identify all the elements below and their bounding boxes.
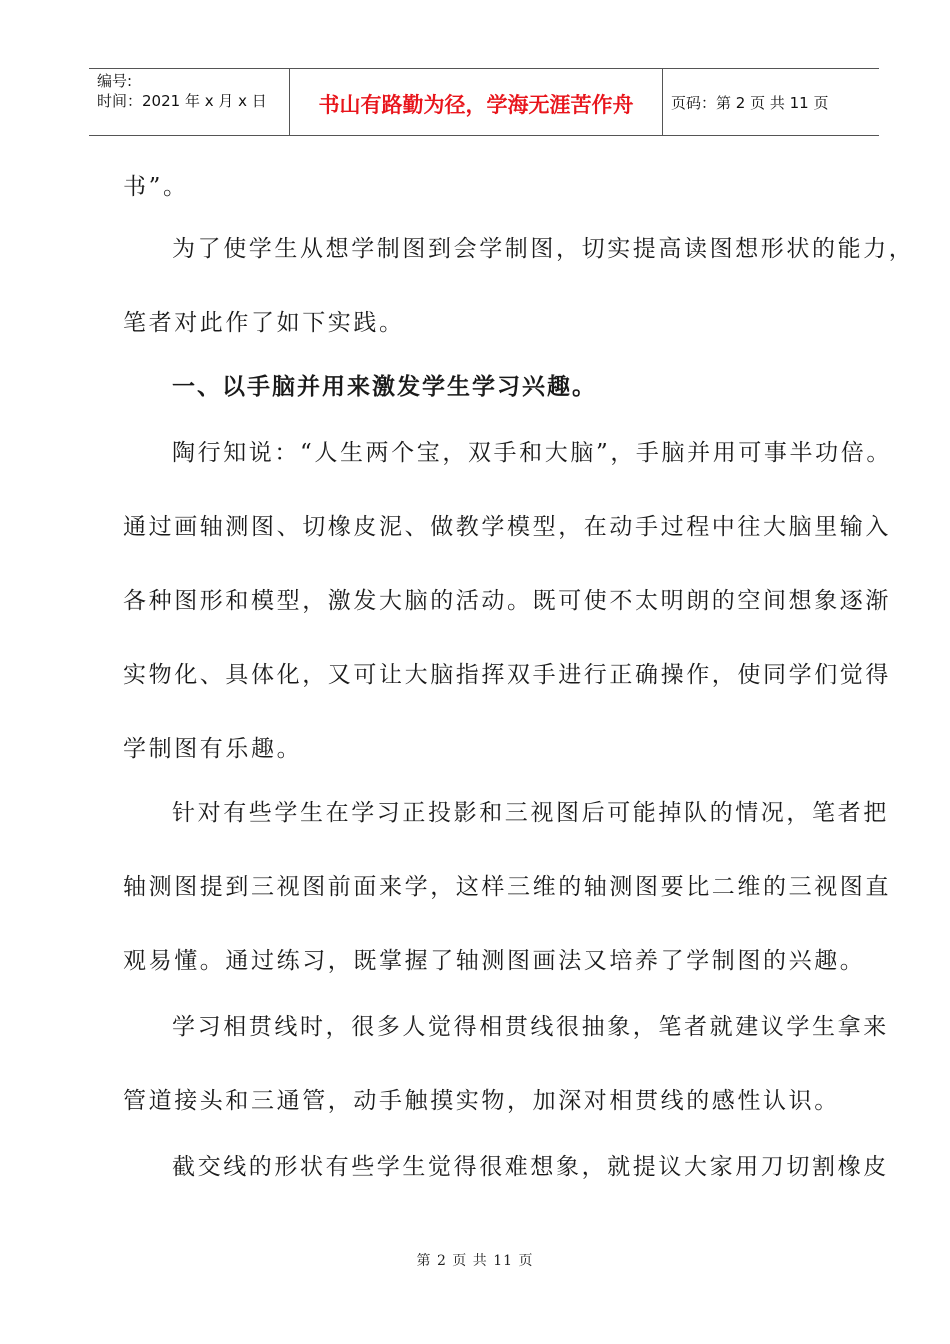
number-label: 编号: <box>97 72 133 90</box>
body-line: 各种图形和模型，激发大脑的活动。既可使不太明朗的空间想象逐渐 <box>123 588 891 614</box>
body-line: 学习相贯线时，很多人觉得相贯线很抽象，笔者就建议学生拿来 <box>172 1014 889 1040</box>
page-footer: 第 2 页 共 11 页 <box>416 1253 534 1269</box>
motto-text: 书山有路勤为径，学海无涯苦作舟 <box>318 93 634 117</box>
body-line: 管道接头和三通管，动手触摸实物，加深对相贯线的感性认识。 <box>123 1088 840 1114</box>
body-line: 实物化、具体化，又可让大脑指挥双手进行正确操作，使同学们觉得 <box>123 662 891 688</box>
body-line: 截交线的形状有些学生觉得很难想象，就提议大家用刀切割橡皮 <box>172 1154 889 1180</box>
body-line: 笔者对此作了如下实践。 <box>123 310 405 336</box>
header-page-cell <box>663 69 879 135</box>
body-line: 学制图有乐趣。 <box>123 736 303 762</box>
header-motto-cell <box>290 69 663 135</box>
document-header <box>89 68 879 136</box>
body-line: 针对有些学生在学习正投影和三视图后可能掉队的情况，笔者把 <box>172 800 889 826</box>
body-line: 陶行知说：“人生两个宝，双手和大脑”，手脑并用可事半功倍。 <box>172 440 892 466</box>
body-line: 书”。 <box>123 174 189 200</box>
header-info-cell <box>89 69 290 135</box>
body-line: 通过画轴测图、切橡皮泥、做教学模型，在动手过程中往大脑里输入 <box>123 514 891 540</box>
time-label: 时间：2021 年 x 月 x 日 <box>97 92 267 110</box>
section-heading: 一、以手脑并用来激发学生学习兴趣。 <box>172 374 597 400</box>
body-line: 为了使学生从想学制图到会学制图，切实提高读图想形状的能力， <box>172 236 915 262</box>
body-line: 轴测图提到三视图前面来学，这样三维的轴测图要比二维的三视图直 <box>123 874 891 900</box>
page-code: 页码：第 2 页 共 11 页 <box>671 93 829 112</box>
body-line: 观易懂。通过练习，既掌握了轴测图画法又培养了学制图的兴趣。 <box>123 948 866 974</box>
